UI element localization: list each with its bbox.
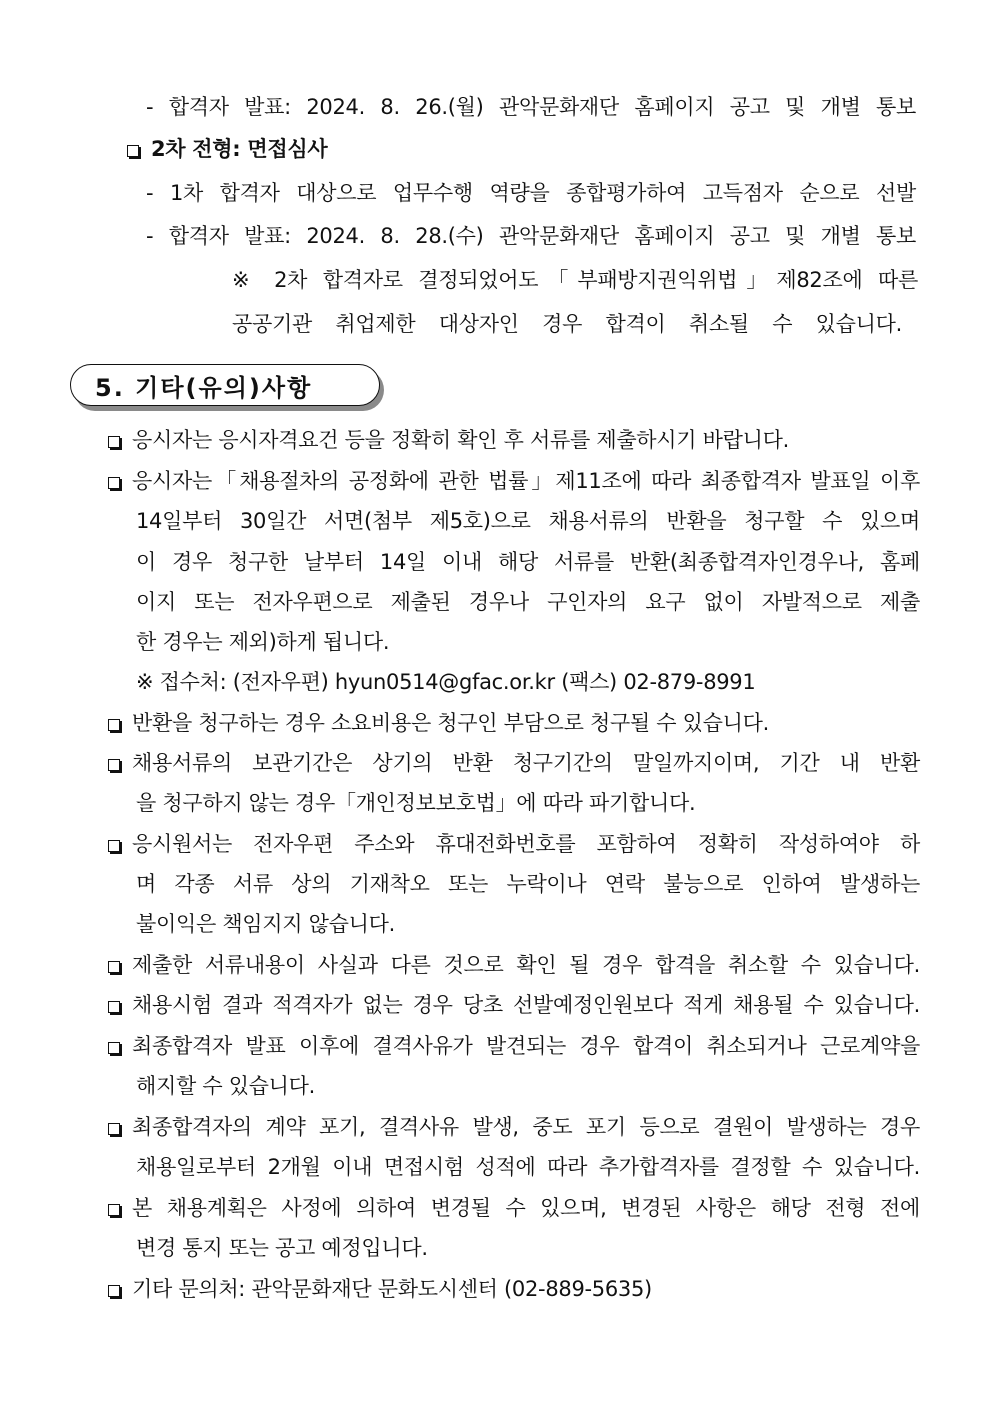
stage2-item-1: - 1차 합격자 대상으로 업무수행 역량을 종합평가하여 고득점자 순으로 선발 (146, 181, 916, 205)
notice-text: 최종합격자의 계약 포기, 결격사유 발생, 중도 포기 등으로 결원이 발생하는 경우 (132, 1115, 920, 1139)
notice-text: 최종합격자 발표 이후에 결격사유가 발견되는 경우 합격이 취소되거나 근로계약을 (132, 1034, 920, 1058)
checkbox-bullet-icon (127, 145, 139, 157)
notice-item-7 (108, 990, 920, 1020)
notice-item-2-line2: 14일부터 30일간 서면(첨부 제5호)으로 채용서류의 반환을 청구할 수 있으며 (136, 509, 920, 533)
checkbox-bullet-icon (108, 961, 120, 973)
checkbox-bullet-icon (108, 840, 120, 852)
notice-item-5-line3: 불이익은 책임지지 않습니다. (136, 912, 395, 936)
checkbox-bullet-icon (108, 1001, 120, 1013)
checkbox-bullet-icon (108, 1042, 120, 1054)
section-5-title: 5. 기타(유의)사항 (95, 373, 313, 402)
checkbox-bullet-icon (108, 436, 120, 448)
notice-item-9-line2: 채용일로부터 2개월 이내 면접시험 성적에 따라 추가합격자를 결정할 수 있습니다. (136, 1155, 920, 1179)
checkbox-bullet-icon (108, 1123, 120, 1135)
notice-item-10-line2: 변경 통지 또는 공고 예정입니다. (136, 1236, 428, 1260)
checkbox-bullet-icon (108, 477, 120, 489)
notice-item-3 (108, 708, 769, 738)
notice-item-11 (108, 1274, 652, 1304)
notice-text: 응시원서는 전자우편 주소와 휴대전화번호를 포함하여 정확히 작성하여야 하 (132, 832, 920, 856)
notice-item-8 (108, 1031, 920, 1061)
checkbox-bullet-icon (108, 1204, 120, 1216)
notice-item-9 (108, 1112, 920, 1142)
stage2-item-2: - 합격자 발표: 2024. 8. 28.(수) 관악문화재단 홈페이지 공고 및 개별 통보 (146, 224, 916, 248)
checkbox-bullet-icon (108, 719, 120, 731)
notice-text: 응시자는「채용절차의 공정화에 관한 법률」제11조에 따라 최종합격자 발표일 이후 (132, 469, 920, 493)
notice-item-1 (108, 425, 789, 455)
notice-item-10 (108, 1193, 920, 1223)
stage1-announce: - 합격자 발표: 2024. 8. 26.(월) 관악문화재단 홈페이지 공고 및 개별 통보 (146, 95, 916, 119)
notice-item-2-line4: 이지 또는 전자우편으로 제출된 경우나 구인자의 요구 없이 자발적으로 제출 (136, 590, 920, 614)
notice-text: 기타 문의처: 관악문화재단 문화도시센터 (02-889-5635) (132, 1277, 652, 1301)
notice-text: 제출한 서류내용이 사실과 다른 것으로 확인 될 경우 합격을 취소할 수 있습니다. (132, 953, 920, 977)
notice-item-4 (108, 748, 920, 778)
contact-note: ※ 접수처: (전자우편) hyun0514@gfac.or.kr (팩스) 02-879-8991 (136, 670, 756, 694)
notice-text: 본 채용계획은 사정에 의하여 변경될 수 있으며, 변경된 사항은 해당 전형 전에 (132, 1196, 920, 1220)
notice-text: 응시자는 응시자격요건 등을 정확히 확인 후 서류를 제출하시기 바랍니다. (132, 428, 789, 452)
stage2-heading (127, 134, 327, 164)
section-5-header (70, 364, 380, 406)
notice-item-2-line3: 이 경우 청구한 날부터 14일 이내 해당 서류를 반환(최종합격자인경우나, 홈페 (136, 550, 920, 574)
checkbox-bullet-icon (108, 1285, 120, 1297)
notice-item-2-line5: 한 경우는 제외)하게 됩니다. (136, 630, 390, 654)
notice-text: 반환을 청구하는 경우 소요비용은 청구인 부담으로 청구될 수 있습니다. (132, 711, 769, 735)
stage2-note-line2: 공공기관 취업제한 대상자인 경우 합격이 취소될 수 있습니다. (232, 312, 902, 336)
notice-text: 채용시험 결과 적격자가 없는 경우 당초 선발예정인원보다 적게 채용될 수 있습니다. (132, 993, 920, 1017)
notice-text: 채용서류의 보관기간은 상기의 반환 청구기간의 말일까지이며, 기간 내 반환 (132, 751, 920, 775)
notice-item-2 (108, 466, 920, 496)
notice-item-8-line2: 해지할 수 있습니다. (136, 1074, 316, 1098)
stage2-heading-text: 2차 전형: 면접심사 (151, 137, 328, 161)
stage2-note-line1: ※ 2차 합격자로 결정되었어도「부패방지권익위법」제82조에 따른 (232, 268, 918, 292)
checkbox-bullet-icon (108, 759, 120, 771)
notice-item-5-line2: 며 각종 서류 상의 기재착오 또는 누락이나 연락 불능으로 인하여 발생하는 (136, 872, 920, 896)
notice-item-5 (108, 829, 920, 859)
notice-item-6 (108, 950, 920, 980)
notice-item-4-line2: 을 청구하지 않는 경우「개인정보보호법」에 따라 파기합니다. (136, 791, 696, 815)
